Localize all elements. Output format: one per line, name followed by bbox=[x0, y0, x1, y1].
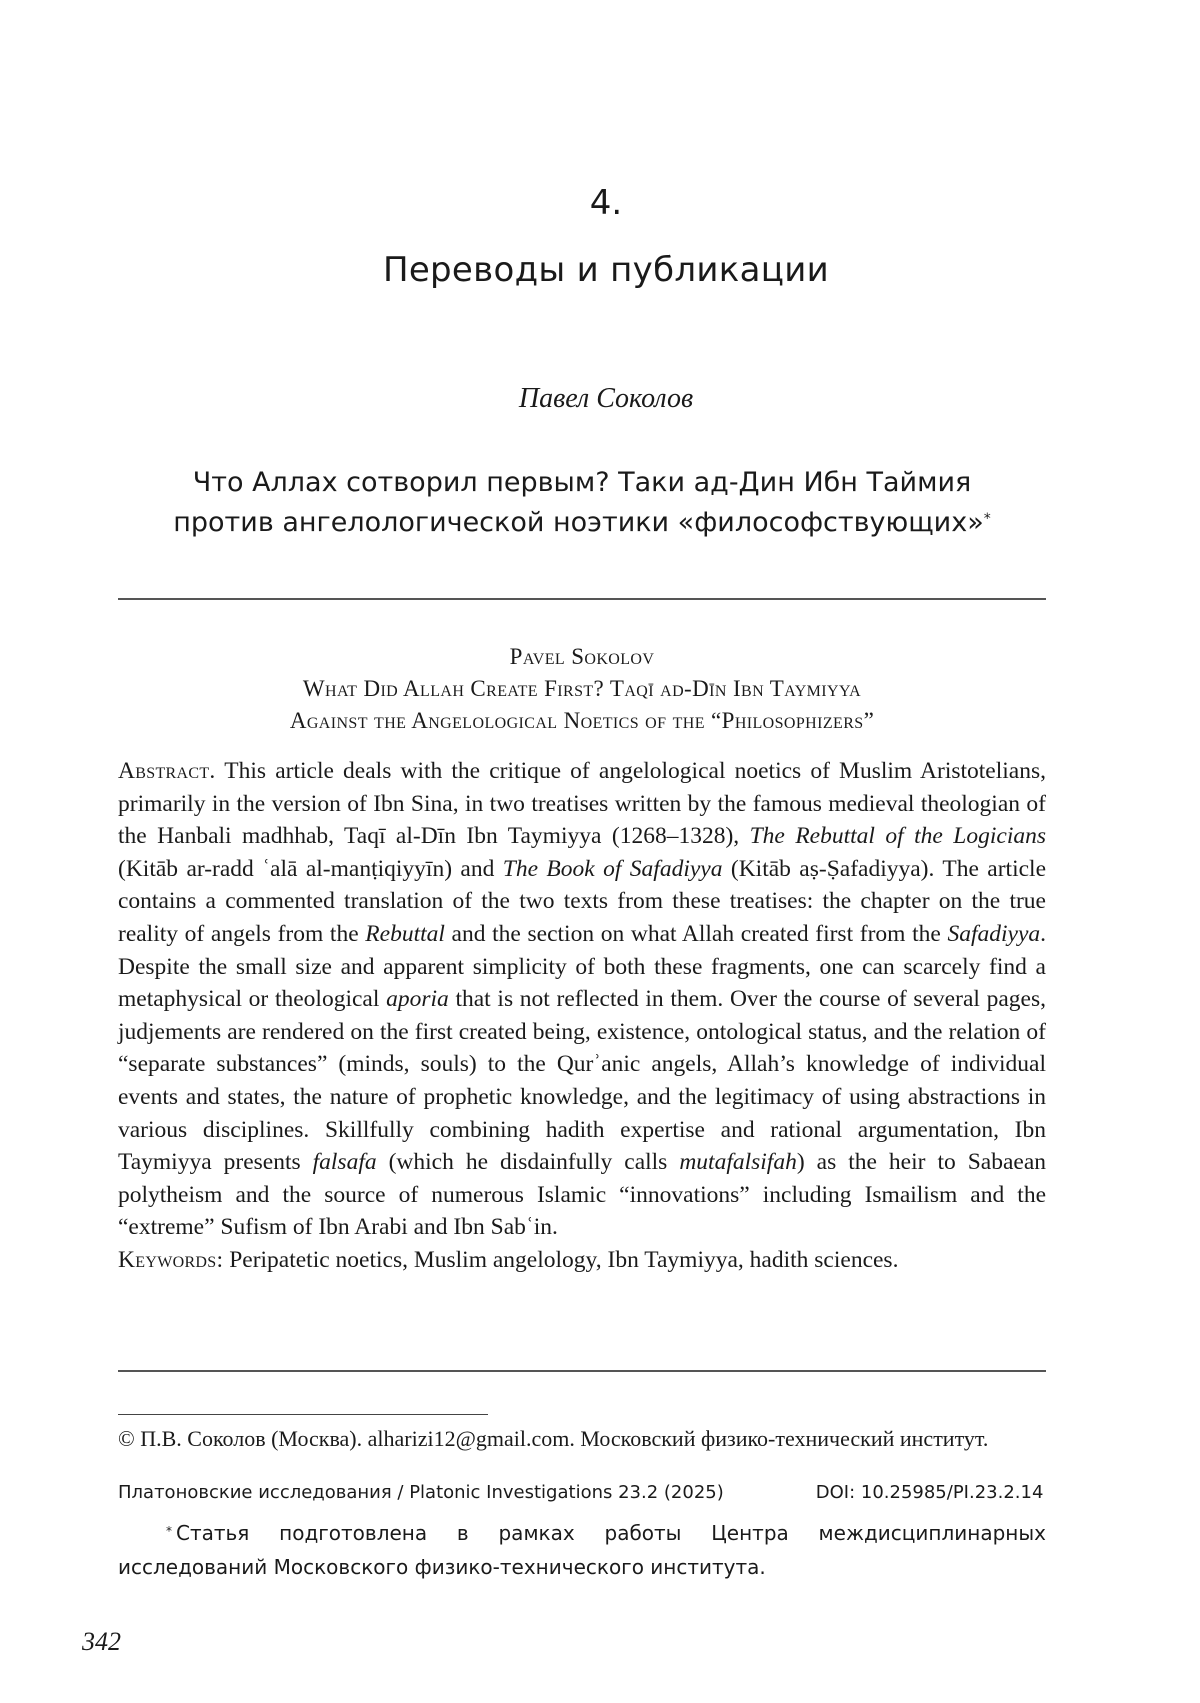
abstract-text-1: This article deals with the critique of angelological noetics of Muslim Aristotelians, primarily in the version of Ibn Sina, in two treatises written by the famous medieval theologian of the Hanbali madhhab, Taqī al-Dīn Ibn Taymiyya (1268–1328), bbox=[118, 758, 1046, 850]
keywords-label: Keywords: bbox=[118, 1246, 224, 1273]
footnote bbox=[118, 1516, 1046, 1584]
author-name-en: Pavel Sokolov bbox=[509, 644, 655, 669]
abstract-text-5: . Despite the small size and apparent simplicity of both these fragments, one can scarcely find a metaphysical or theological bbox=[118, 920, 1046, 1013]
bottom-divider bbox=[118, 1370, 1046, 1372]
article-title-en-line-2: Against the Angelological Noetics of the “Philosophizers” bbox=[289, 708, 875, 733]
section-title: Переводы и публикации bbox=[382, 250, 830, 290]
keywords-text: Peripatetic noetics, Muslim angelology, Ibn Taymiyya, hadith sciences. bbox=[223, 1246, 899, 1273]
abstract-text-8: ) as the heir to Sabaean polytheism and the source of numerous Islamic “innovations” including Ismailism and the “extreme” Sufism of Ibn Arabi and Ibn Sabʿin. bbox=[118, 1149, 1047, 1241]
article-title-ru-line-1: Что Аллах сотворил первым? Таки ад-Дин Ибн Таймия bbox=[192, 467, 972, 498]
journal-name: Платоновские исследования / Platonic Investigations 23.2 (2025) bbox=[118, 1482, 724, 1503]
article-title-ru-line-2 bbox=[118, 503, 1046, 543]
abstract-italic-3: Rebuttal bbox=[365, 920, 445, 947]
abstract-italic-4: Safadiyya bbox=[947, 920, 1041, 947]
footnote-mark: * bbox=[166, 1524, 172, 1538]
english-heading bbox=[118, 641, 1046, 737]
article-title-ru bbox=[118, 463, 1046, 543]
abstract bbox=[118, 755, 1046, 1277]
top-divider bbox=[118, 598, 1046, 600]
abstract-italic-5: aporia bbox=[386, 986, 449, 1013]
author-copyright: © П.В. Соколов (Москва). alharizi12@gmail.com. Московский физико-технический институт. bbox=[118, 1426, 989, 1451]
doi-link[interactable]: DOI: 10.25985/PI.23.2.14 bbox=[815, 1482, 1044, 1503]
title-footnote-mark[interactable]: * bbox=[983, 511, 991, 527]
abstract-italic-7: mutafalsifah bbox=[679, 1149, 797, 1176]
abstract-text-6: that is not reflected in them. Over the course of several pages, judjements are rendered on the first created being, existence, ontological status, and the relation of “separate substances” (minds, souls) to the Qurʾanic angels, Allah’s knowledge of individual events and states, the nature of prophetic knowledge, and the legitimacy of using abstractions in various disciplines. Skillfully combining hadith expertise and rational argumentation, Ibn Taymiyya presents bbox=[118, 986, 1046, 1176]
article-title-en-line-1: What Did Allah Create First? Taqī ad-Dīn Ibn Taymiyya bbox=[302, 676, 862, 701]
abstract-text-7: (which he disdainfully calls bbox=[376, 1149, 680, 1176]
page-number: 342 bbox=[82, 1627, 121, 1656]
abstract-text-2: (Kitāb ar-radd ʿalā al-manṭiqiyyīn) and bbox=[118, 855, 503, 882]
article-title-ru-line-2-text: против ангелологической ноэтики «философствующих» bbox=[173, 507, 984, 538]
article-page bbox=[118, 0, 1046, 1703]
abstract-italic-6: falsafa bbox=[312, 1149, 377, 1176]
author-name-ru: Павел Соколов bbox=[518, 383, 694, 414]
abstract-italic-2: The Book of Safadiyya bbox=[502, 855, 723, 882]
abstract-text-3: (Kitāb aṣ-Ṣafadiyya). The article contains a commented translation of the two texts from these treatises: the chapter on the true reality of angels from the bbox=[118, 855, 1047, 947]
abstract-italic-1: The Rebuttal of the Logicians bbox=[749, 823, 1046, 850]
abstract-paragraph bbox=[118, 755, 1046, 1244]
journal-info bbox=[118, 1482, 1046, 1503]
keywords-paragraph bbox=[118, 1244, 1046, 1277]
footnote-text: Статья подготовлена в рамках работы Центра междисциплинарных исследований Московского физико-технического института. bbox=[118, 1521, 1046, 1579]
section-number: 4. bbox=[589, 183, 623, 223]
abstract-text-4: and the section on what Allah created first from the bbox=[444, 920, 948, 947]
abstract-label: Abstract. bbox=[118, 758, 216, 784]
footnote-separator bbox=[118, 1414, 488, 1415]
